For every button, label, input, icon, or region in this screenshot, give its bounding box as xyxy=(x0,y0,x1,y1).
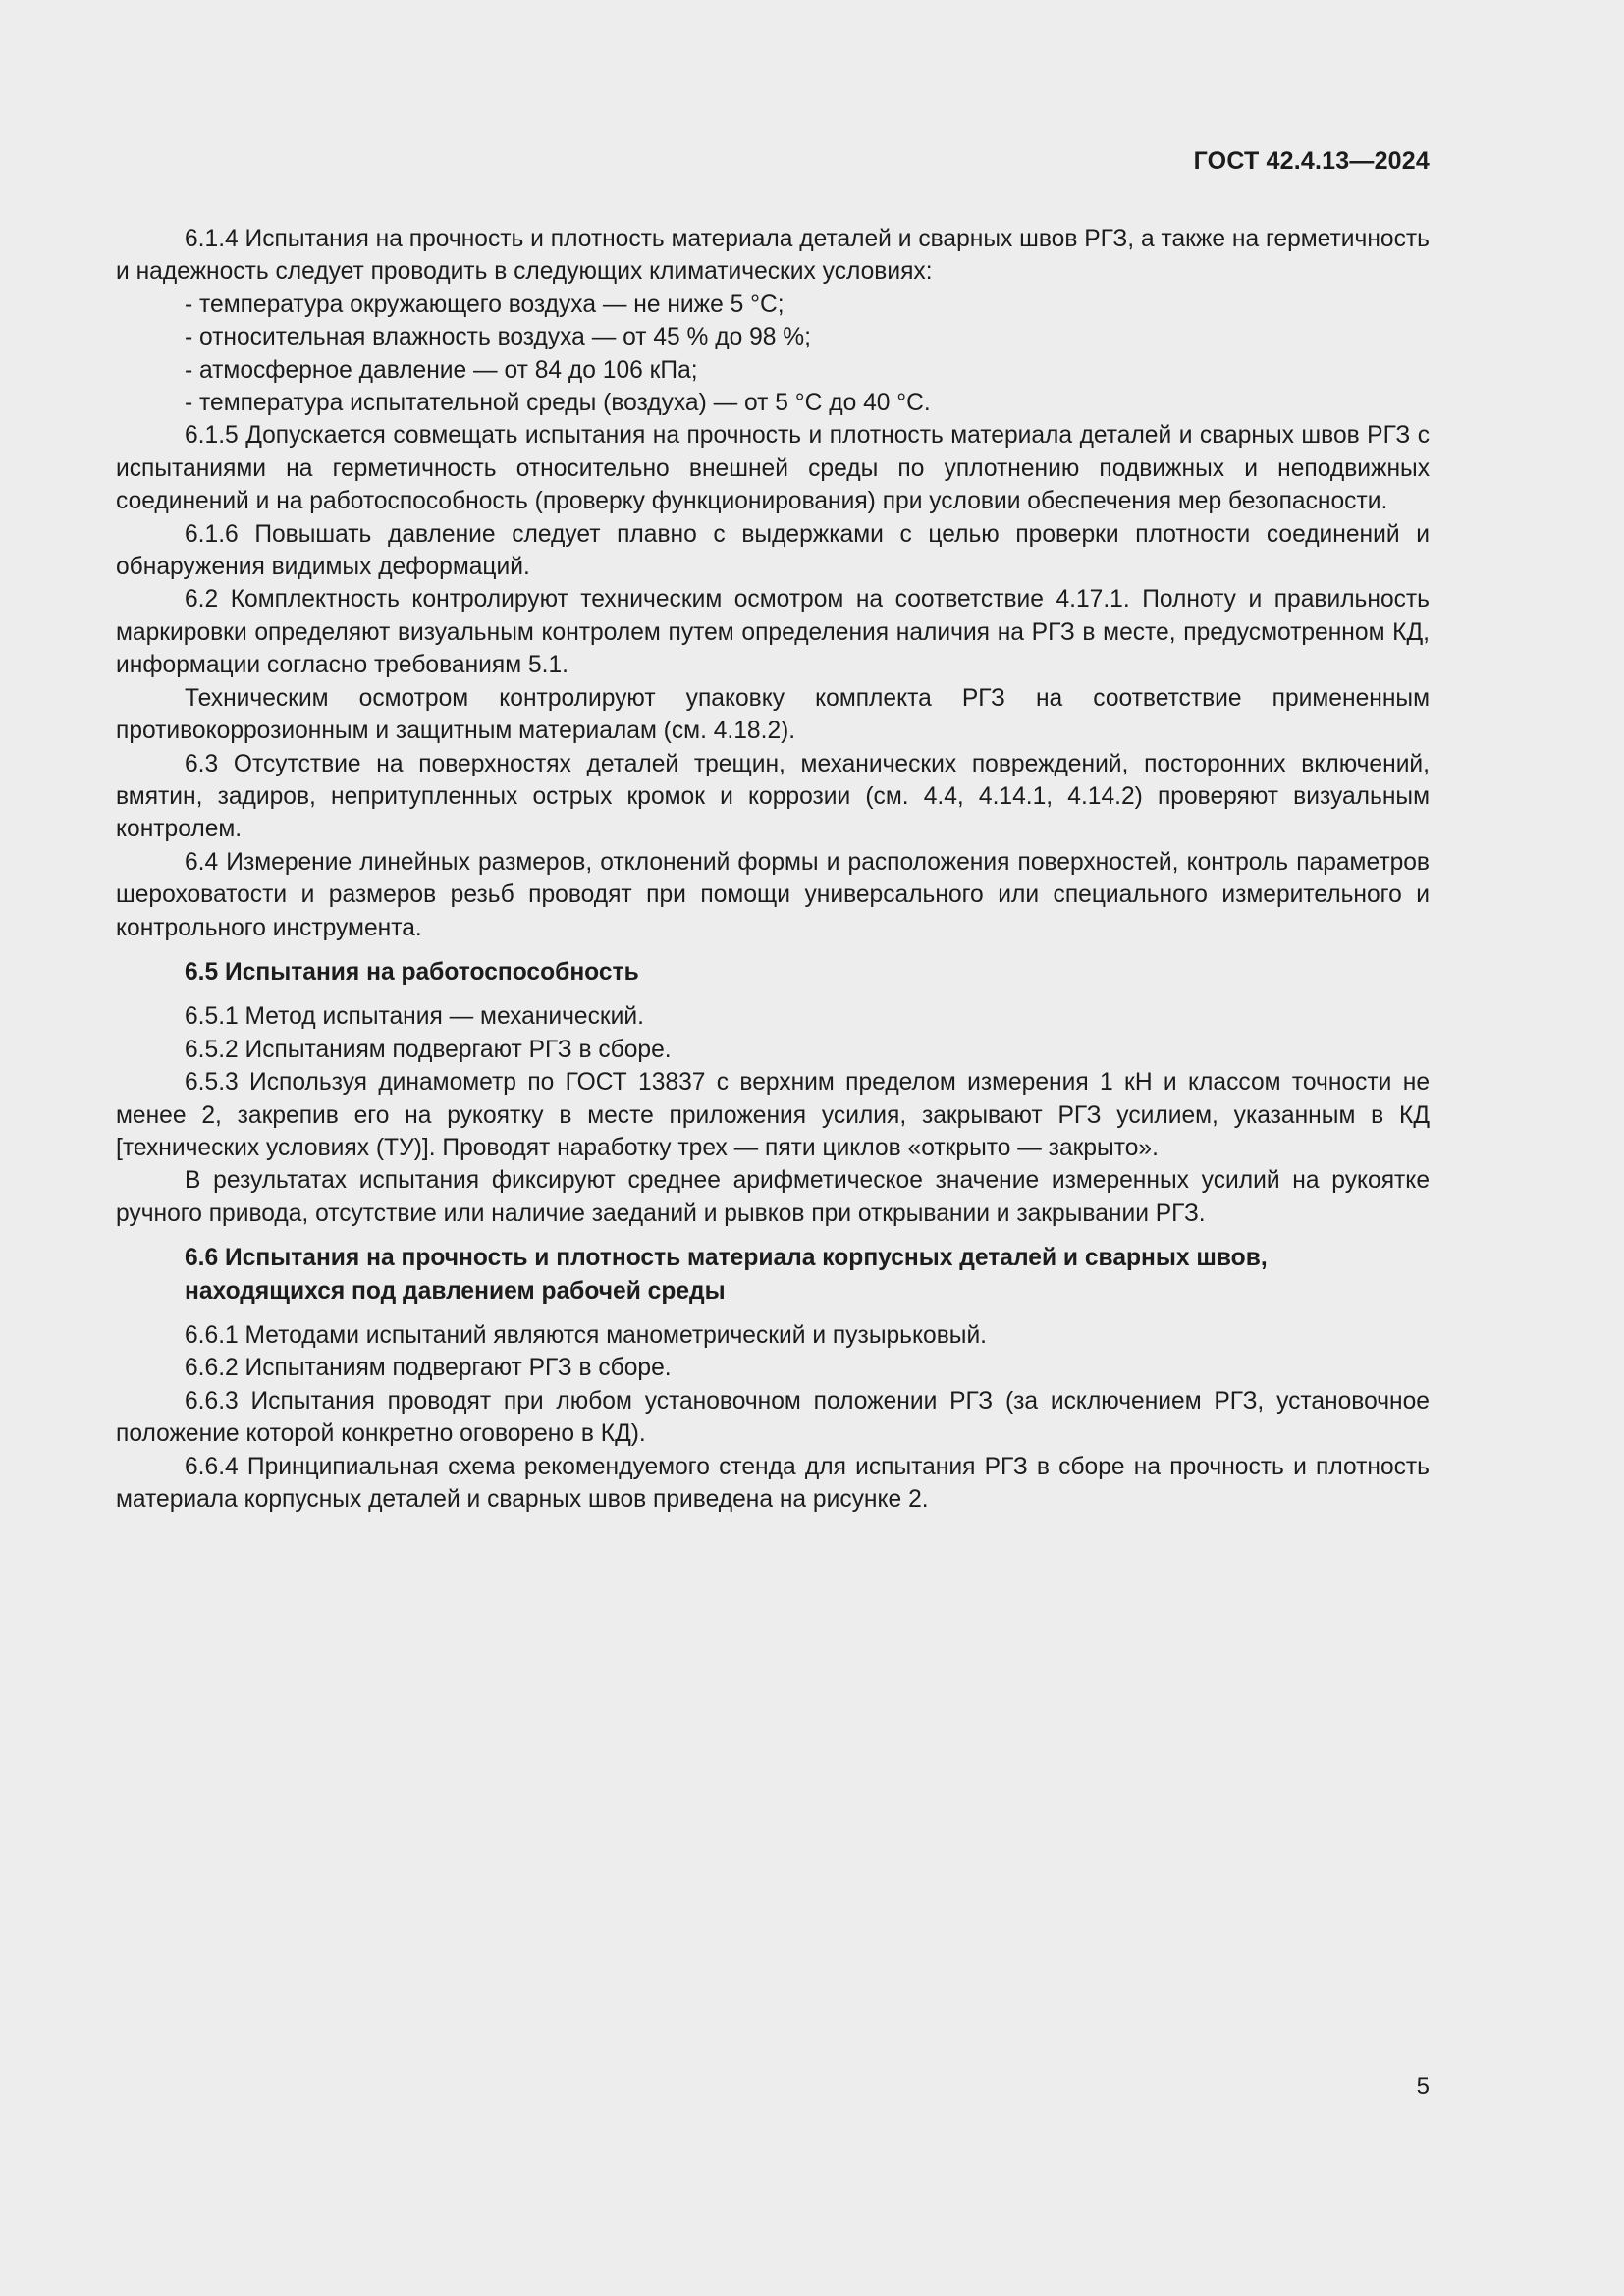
page-number: 5 xyxy=(1416,2073,1430,2100)
section-heading-6-6: 6.6 Испытания на прочность и плотность материала корпусных деталей и сварных швов, находящихся под давлением рабочей среды xyxy=(185,1245,1268,1305)
section-heading-6-5: 6.5 Испытания на работоспособность xyxy=(185,958,639,986)
paragraph-6-4: 6.4 Измерение линейных размеров, отклонений формы и расположения поверхностей, контроль параметров шероховатости и размеров резьб проводят при помощи универсального или специального измерительного и контрольного инструмента. xyxy=(116,848,1430,941)
paragraph-6-2: 6.2 Комплектность контролируют техническим осмотром на соответствие 4.17.1. Полноту и правильность маркировки определяют визуальным контролем путем определения наличия на РГЗ в месте, предусмотренном КД, информации согласно требованиям 5.1. xyxy=(116,586,1430,679)
condition-item: - температура испытательной среды (воздуха) — от 5 °C до 40 °C. xyxy=(185,390,931,417)
condition-item: - атмосферное давление — от 84 до 106 кПа; xyxy=(185,356,698,384)
paragraph-6-3: 6.3 Отсутствие на поверхностях деталей трещин, механических повреждений, посторонних включений, вмятин, задиров, непритупленных острых кромок и коррозии (см. 4.4, 4.14.1, 4.14.2) проверяют визуальным контролем. xyxy=(116,750,1430,843)
condition-item: - относительная влажность воздуха — от 45 % до 98 %; xyxy=(185,324,811,351)
paragraph-6-5-3: 6.5.3 Используя динамометр по ГОСТ 13837 с верхним пределом измерения 1 кН и классом точности не менее 2, закрепив его на рукоятку в месте приложения усилия, закрывают РГЗ усилием, указанным в КД [технических условиях (ТУ)]. Проводят наработку трех — пяти циклов «открыто — закрыто». xyxy=(116,1069,1430,1161)
paragraph-6-6-1: 6.6.1 Методами испытаний являются манометрический и пузырьковый. xyxy=(185,1322,988,1349)
paragraph-6-6-2: 6.6.2 Испытаниям подвергают РГЗ в сборе. xyxy=(185,1355,672,1382)
paragraph-6-2-packaging: Техническим осмотром контролируют упаковку комплекта РГЗ на соответствие примененным противокоррозионным и защитным материалам (см. 4.18.2). xyxy=(116,684,1430,745)
paragraph-6-6-4: 6.6.4 Принципиальная схема рекомендуемого стенда для испытания РГЗ в сборе на прочность и плотность материала корпусных деталей и сварных швов приведена на рисунке 2. xyxy=(116,1453,1430,1514)
paragraph-6-5-1: 6.5.1 Метод испытания — механический. xyxy=(185,1003,644,1031)
document-code-header: ГОСТ 42.4.13—2024 xyxy=(1193,147,1430,175)
paragraph-6-5-2: 6.5.2 Испытаниям подвергают РГЗ в сборе. xyxy=(185,1036,672,1063)
paragraph-6-6-3: 6.6.3 Испытания проводят при любом установочном положении РГЗ (за исключением РГЗ, установочное положение которой конкретно оговорено в КД). xyxy=(116,1387,1430,1448)
document-body xyxy=(116,223,1430,1516)
paragraph-6-1-6: 6.1.6 Повышать давление следует плавно с выдержками с целью проверки плотности соединений и обнаружения видимых деформаций. xyxy=(116,520,1430,581)
paragraph-6-5-3-results: В результатах испытания фиксируют среднее арифметическое значение измеренных усилий на рукоятке ручного привода, отсутствие или наличие заеданий и рывков при открывании и закрывании РГЗ. xyxy=(116,1167,1430,1227)
paragraph-6-1-4: 6.1.4 Испытания на прочность и плотность материала деталей и сварных швов РГЗ, а также на герметичность и надежность следует проводить в следующих климатических условиях: xyxy=(116,226,1430,286)
paragraph-6-1-5: 6.1.5 Допускается совмещать испытания на прочность и плотность материала деталей и сварных швов РГЗ с испытаниями на герметичность относительно внешней среды по уплотнению подвижных и неподвижных соединений и на работоспособность (проверку функционирования) при условии обеспечения мер безопасности. xyxy=(116,422,1430,515)
condition-item: - температура окружающего воздуха — не ниже 5 °C; xyxy=(185,291,785,318)
